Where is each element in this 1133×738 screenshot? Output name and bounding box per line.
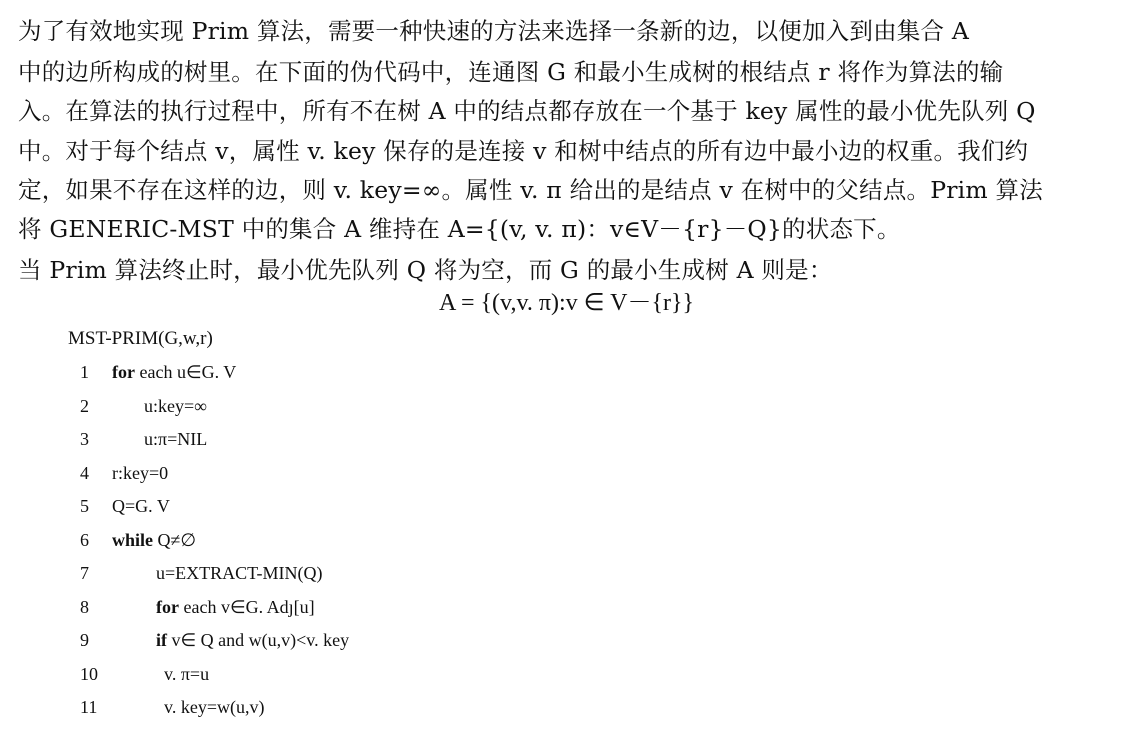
paragraph-line: 将 GENERIC-MST 中的集合 A 维持在 A={(v, v. π)：v∈V－{r}－Q}的状态下。 bbox=[18, 215, 901, 243]
pseudocode-text: u=EXTRACT-MIN(Q) bbox=[156, 563, 323, 583]
pseudocode-keyword: for bbox=[156, 596, 179, 617]
pseudocode-statement bbox=[112, 490, 170, 524]
pseudocode-line bbox=[68, 490, 768, 524]
pseudocode-statement bbox=[112, 524, 196, 558]
pseudocode-keyword: for bbox=[112, 362, 135, 382]
pseudocode-line bbox=[68, 658, 768, 692]
pseudocode-line bbox=[68, 356, 768, 390]
pseudocode-line bbox=[68, 390, 768, 424]
paragraph-line: 中。对于每个结点 v，属性 v. key 保存的是连接 v 和树中结点的所有边中最小边的权重。我们约 bbox=[18, 137, 1029, 165]
pseudocode-statement bbox=[144, 390, 207, 424]
pseudocode-block bbox=[68, 322, 768, 725]
line-number: 4 bbox=[80, 462, 89, 483]
pseudocode-line bbox=[68, 524, 768, 558]
pseudocode-line bbox=[68, 457, 768, 491]
pseudocode-statement bbox=[156, 624, 349, 658]
pseudocode-text: Q=G. V bbox=[112, 496, 170, 516]
line-number: 7 bbox=[80, 563, 89, 583]
pseudocode-statement bbox=[156, 591, 315, 625]
pseudocode-text: v. key=w(u,v) bbox=[164, 697, 265, 717]
line-number: 9 bbox=[80, 630, 89, 650]
pseudocode-text: u:π=NIL bbox=[144, 429, 208, 449]
paragraph-line: 入。在算法的执行过程中，所有不在树 A 中的结点都存放在一个基于 key 属性的最小优先队列 Q bbox=[18, 97, 1036, 125]
pseudocode-line bbox=[68, 591, 768, 625]
pseudocode-line bbox=[68, 624, 768, 658]
pseudocode-keyword: if bbox=[156, 630, 167, 650]
line-number: 2 bbox=[80, 395, 89, 416]
line-number: 8 bbox=[80, 596, 89, 617]
pseudocode-statement bbox=[156, 557, 322, 591]
pseudocode-text: v∈ Q and w(u,v)<v. key bbox=[167, 630, 350, 650]
paragraph-line: 当 Prim 算法终止时，最小优先队列 Q 将为空，而 G 的最小生成树 A 则是： bbox=[18, 256, 833, 284]
pseudocode-statement bbox=[164, 658, 209, 692]
pseudocode-text: u:key=∞ bbox=[144, 395, 207, 416]
pseudocode-text: v. π=u bbox=[164, 663, 210, 684]
pseudocode-line bbox=[68, 557, 768, 591]
pseudocode-text: each u∈G. V bbox=[134, 362, 237, 382]
display-formula: A = {(v,v. π):v ∈ V－{r}} bbox=[438, 290, 695, 316]
pseudocode-text: r:key=0 bbox=[112, 462, 169, 483]
paragraph-line: 定，如果不存在这样的边，则 v. key=∞。属性 v. π 给出的是结点 v 在树中的父结点。Prim 算法 bbox=[18, 176, 1043, 204]
pseudocode-text: each v∈G. Adȷ[u] bbox=[178, 596, 315, 617]
pseudocode-keyword: while bbox=[112, 529, 154, 550]
line-number: 5 bbox=[80, 496, 89, 516]
pseudocode-text: Q≠∅ bbox=[153, 529, 197, 550]
line-number: 1 bbox=[80, 362, 89, 382]
paragraph-line: 为了有效地实现 Prim 算法，需要一种快速的方法来选择一条新的边，以便加入到由集合 A bbox=[18, 17, 970, 45]
pseudocode-line bbox=[68, 423, 768, 457]
line-number: 10 bbox=[80, 663, 98, 684]
pseudocode-line bbox=[68, 691, 768, 725]
pseudocode-lines bbox=[68, 356, 768, 725]
pseudocode-header: MST-PRIM(G,w,r) bbox=[68, 328, 213, 349]
pseudocode-statement bbox=[164, 691, 264, 725]
line-number: 6 bbox=[80, 529, 89, 550]
pseudocode-statement bbox=[112, 356, 236, 390]
paragraph-line: 中的边所构成的树里。在下面的伪代码中，连通图 G 和最小生成树的根结点 r 将作为算法的输 bbox=[18, 58, 1004, 86]
line-number: 3 bbox=[80, 429, 89, 449]
pseudocode-statement bbox=[144, 423, 207, 457]
line-number: 11 bbox=[80, 697, 98, 717]
pseudocode-statement bbox=[112, 457, 168, 491]
